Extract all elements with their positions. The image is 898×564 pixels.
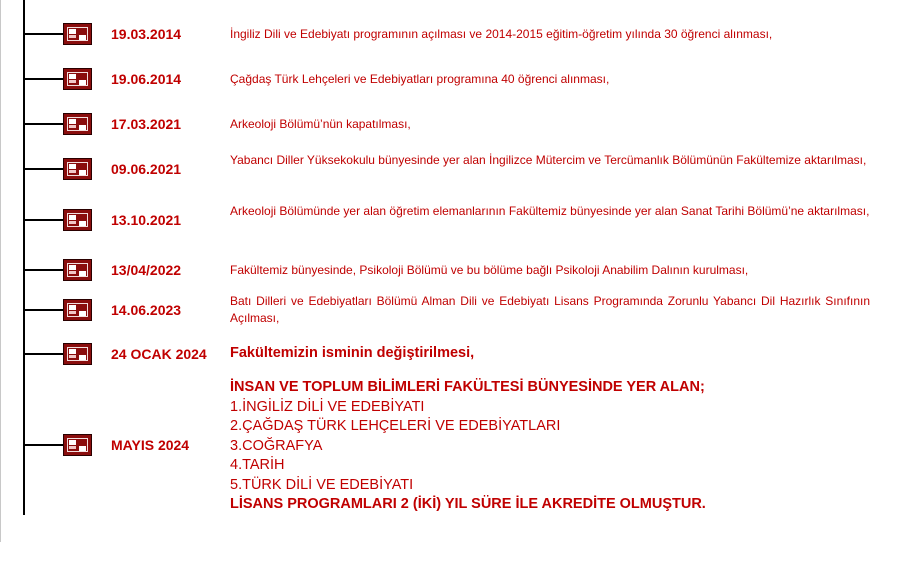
timeline-tick	[24, 353, 64, 355]
timeline-tick	[24, 219, 64, 221]
event-date: 19.06.2014	[111, 71, 182, 87]
bullet-icon	[63, 68, 92, 90]
timeline-tick	[24, 269, 64, 271]
timeline-tick	[24, 123, 64, 125]
event-date: 13.10.2021	[111, 212, 182, 228]
event-date: 09.06.2021	[111, 161, 182, 177]
program-item: 2.ÇAĞDAŞ TÜRK LEHÇELERİ VE EDEBİYATLARI	[230, 418, 561, 434]
bullet-icon	[63, 23, 92, 45]
event-description: İngiliz Dili ve Edebiyatı programının açılması ve 2014-2015 eğitim-öğretim yılında 30 öğrenci alınması,	[230, 27, 773, 41]
program-item: 5.TÜRK DİLİ VE EDEBİYATI	[230, 476, 414, 493]
timeline-tick	[24, 168, 64, 170]
accreditation-block	[230, 378, 870, 515]
program-item: 4.TARİH	[230, 457, 285, 473]
bullet-icon	[63, 259, 92, 281]
bullet-icon	[63, 113, 92, 135]
bullet-icon	[63, 343, 92, 365]
timeline-tick	[24, 33, 64, 35]
event-description: Fakültemiz bünyesinde, Psikoloji Bölümü ve bu bölüme bağlı Psikoloji Anabilim Dalının kurulması,	[230, 263, 749, 277]
event-description: Yabancı Diller Yüksekokulu bünyesinde yer alan İngilizce Mütercim ve Tercümanlık Bölümünün Fakültemize aktarılması,	[230, 153, 867, 167]
event-date: 24 OCAK 2024	[111, 346, 207, 362]
bullet-icon	[63, 299, 92, 321]
program-item: 3.COĞRAFYA	[230, 437, 323, 454]
event-date: 13/04/2022	[111, 262, 182, 278]
timeline-tick	[24, 309, 64, 311]
bullet-icon	[63, 434, 92, 456]
event-description: Arkeoloji Bölümünde yer alan öğretim elemanlarının Fakültemiz bünyesinde yer alan Sanat Tarihi Bölümü’ne aktarılması,	[230, 204, 870, 218]
timeline-tick	[24, 78, 64, 80]
event-date: 17.03.2021	[111, 116, 182, 132]
bullet-icon	[63, 158, 92, 180]
event-description: Fakültemizin isminin değiştirilmesi,	[230, 345, 475, 361]
event-description: Arkeoloji Bölümü’nün kapatılması,	[230, 117, 411, 131]
bullet-icon	[63, 209, 92, 231]
timeline-tick	[24, 444, 64, 446]
page-left-border	[0, 0, 1, 542]
accreditation-footer: LİSANS PROGRAMLARI 2 (İKİ) YIL SÜRE İLE AKREDİTE OLMUŞTUR.	[230, 496, 706, 512]
event-description: Batı Dilleri ve Edebiyatları Bölümü Alman Dili ve Edebiyatı Lisans Programında Zorunlu Yabancı Dil Hazırlık Sınıfının Açılması,	[230, 294, 870, 325]
event-date: MAYIS 2024	[111, 437, 190, 453]
program-item: 1.İNGİLİZ DİLİ VE EDEBİYATI	[230, 398, 425, 415]
accreditation-heading: İNSAN VE TOPLUM BİLİMLERİ FAKÜLTESİ BÜNYESİNDE YER ALAN;	[230, 379, 705, 395]
event-date: 19.03.2014	[111, 26, 182, 42]
event-description: Çağdaş Türk Lehçeleri ve Edebiyatları programına 40 öğrenci alınması,	[230, 72, 610, 86]
event-date: 14.06.2023	[111, 302, 182, 318]
